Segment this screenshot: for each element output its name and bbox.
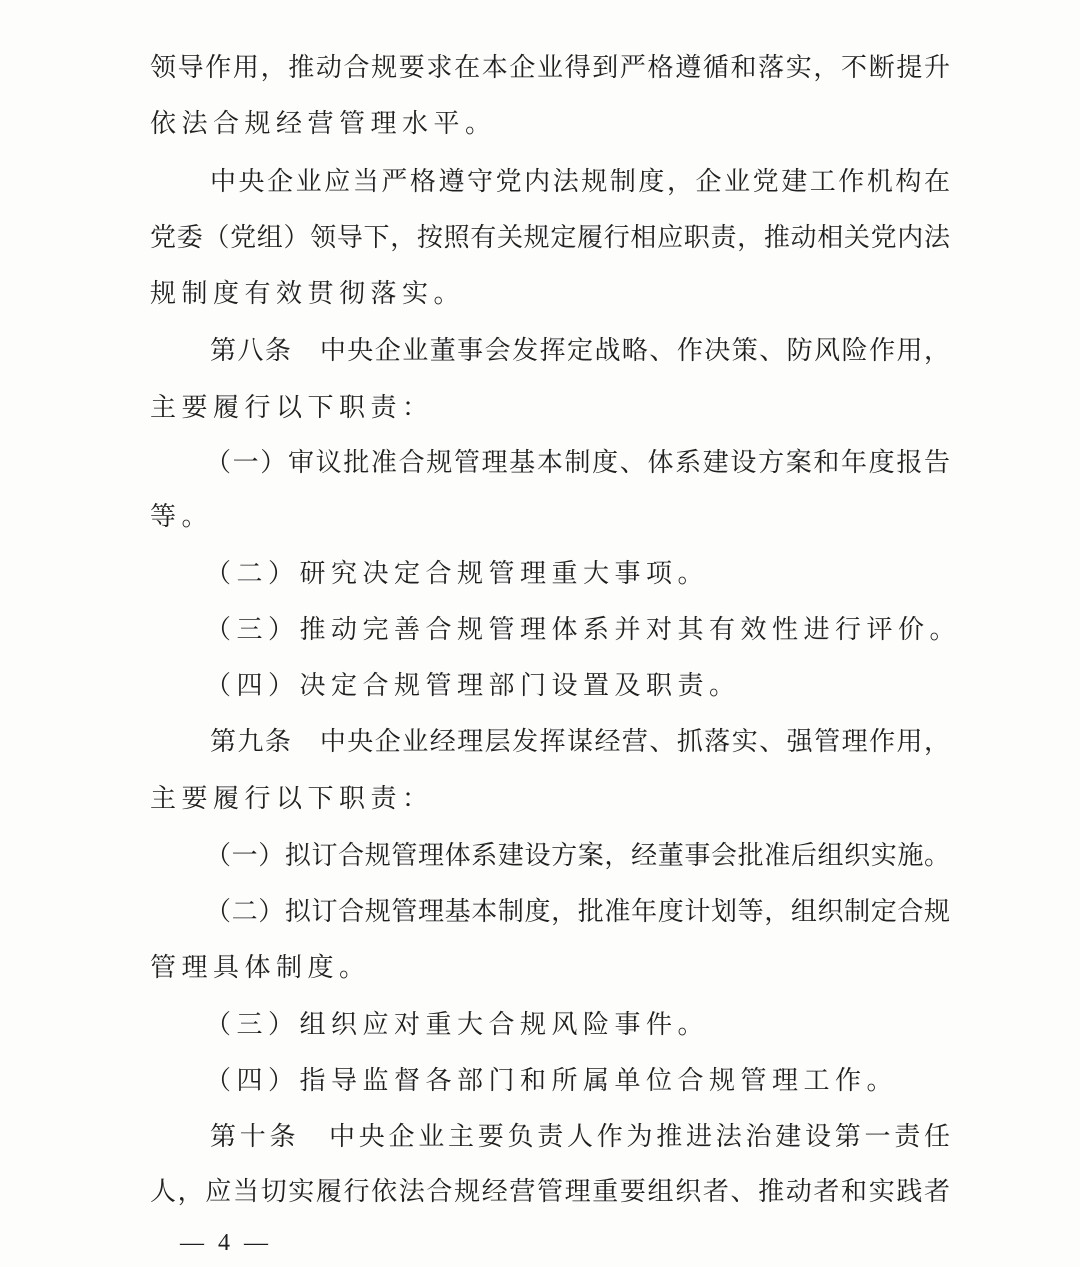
article-heading-9: 第九条 中央企业经理层发挥谋经营、抓落实、强管理作用，: [210, 727, 950, 757]
list-item: （三）组织应对重大合规风险事件。: [205, 1010, 710, 1040]
list-item: （一）审议批准合规管理基本制度、体系建设方案和年度报告: [205, 448, 950, 478]
list-item: （三）推动完善合规管理体系并对其有效性进行评价。: [205, 615, 962, 645]
text-line: 等。: [150, 502, 214, 532]
list-item: （二）拟订合规管理基本制度，批准年度计划等，组织制定合规: [205, 897, 950, 927]
text-line: 主要履行以下职责：: [150, 393, 434, 423]
text-line: 中央企业应当严格遵守党内法规制度，企业党建工作机构在: [210, 167, 950, 197]
article-heading-8: 第八条 中央企业董事会发挥定战略、作决策、防风险作用，: [210, 336, 950, 366]
text-line: 领导作用，推动合规要求在本企业得到严格遵循和落实，不断提升: [150, 53, 950, 83]
list-item: （四）指导监督各部门和所属单位合规管理工作。: [205, 1066, 899, 1096]
text-line: 人，应当切实履行依法合规经营管理重要组织者、推动者和实践者: [150, 1177, 950, 1207]
text-line: 党委（党组）领导下，按照有关规定履行相应职责，推动相关党内法: [150, 223, 950, 253]
text-line: 管理具体制度。: [150, 953, 371, 983]
list-item: （一）拟订合规管理体系建设方案，经董事会批准后组织实施。: [205, 841, 950, 871]
article-heading-10: 第十条 中央企业主要负责人作为推进法治建设第一责任: [210, 1122, 950, 1152]
page-number: — 4 —: [180, 1230, 272, 1256]
text-line: 主要履行以下职责：: [150, 784, 434, 814]
text-line: 规制度有效贯彻落实。: [150, 279, 466, 309]
text-line: 依法合规经营管理水平。: [150, 109, 497, 139]
list-item: （四）决定合规管理部门设置及职责。: [205, 671, 741, 701]
list-item: （二）研究决定合规管理重大事项。: [205, 559, 710, 589]
